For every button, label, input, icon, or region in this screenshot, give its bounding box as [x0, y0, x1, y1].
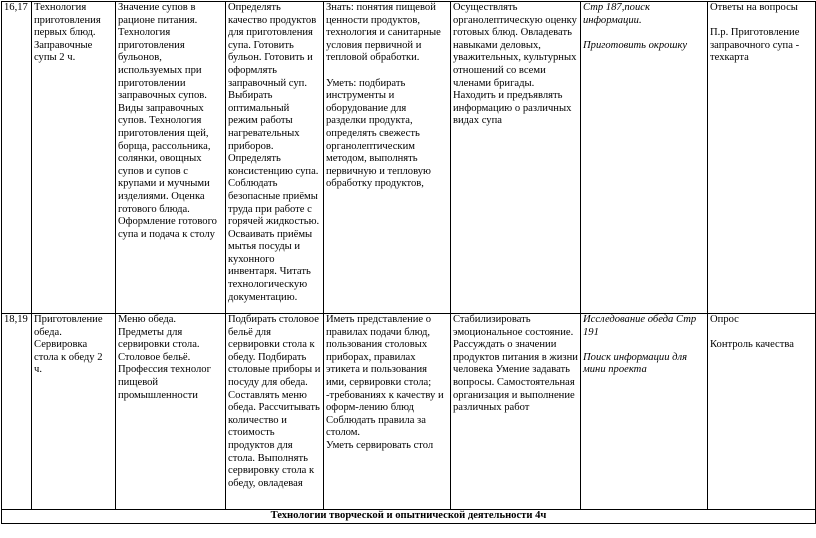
homework [581, 2, 708, 314]
table-row [2, 314, 816, 510]
homework-main: Стр 187,поиск информации. [583, 2, 650, 26]
personal-results: Осуществлять органолептическую оценку готовых блюд. Овладевать навыками деловых, уважительных, культурных отношений со всеми членами бригады. Находить и предъявлять информацию о различных видах супа [451, 2, 581, 314]
lesson-number: 16,17 [2, 2, 32, 314]
student-activities: Определять качество продуктов для приготовления супа. Готовить бульон. Готовить и оформлять заправочный суп. Выбирать оптимальный режим работы нагревательных приборов. Определять консистенцию супа. Соблюдать безопасные приёмы труда при работе с горячей жидкостью. Осваивать приёмы мытья посуды и кухонного инвентаря. Читать технологическую документацию. [226, 2, 324, 314]
section-row [2, 510, 816, 524]
control-form-a: Ответы на вопросы [710, 2, 798, 13]
control-form [708, 314, 816, 510]
lesson-content: Значение супов в рационе питания. Технология приготовления бульонов, используемых при приготовлении заправочных супов. Виды заправочных супов. Технология приготовления щей, борща, рассольника, солянки, овощных супов и супов с крупами и мучными изделиями. Оценка готового блюда. Оформление готового супа и подача к столу [116, 2, 226, 314]
homework-extra: Поиск информации для мини проекта [583, 351, 688, 376]
subject-results-know: Знать: понятия пищевой ценности продуктов, технология и санитарные условия первичной и тепловой обработки. [326, 2, 441, 64]
control-form-a: Опрос [710, 314, 739, 325]
subject-results [324, 314, 451, 510]
control-form-b: Контроль качества [710, 339, 794, 351]
lesson-topic: Приготовление обеда. Сервировка стола к обеду 2 ч. [32, 314, 116, 510]
lesson-number: 18,19 [2, 314, 32, 510]
subject-results [324, 2, 451, 314]
student-activities: Подбирать столовое бельё для сервировки стола к обеду. Подбирать столовые приборы и посуду для обеда. Составлять меню обеда. Рассчитывать количество и стоимость продуктов для стола. Выполнять сервировку стола к обеду, овладевая [226, 314, 324, 510]
homework-main: Исследование обеда Стр 191 [583, 314, 697, 338]
control-form [708, 2, 816, 314]
homework-extra: Приготовить окрошку [583, 39, 688, 51]
subject-results-skills: Уметь: подбирать инструменты и оборудование для разделки продукта, определять свежесть органолептическим методом, выполнять первичную и тепловую обработку продуктов, [326, 77, 431, 190]
lesson-topic: Технология приготовления первых блюд. Заправочные супы 2 ч. [32, 2, 116, 314]
personal-results: Стабилизировать эмоциональное состояние. Рассуждать о значении продуктов питания в жизни человека Умение задавать вопросы. Самостоятельная организация и выполнение различных работ [451, 314, 581, 510]
subject-results-know: Иметь представление о правилах подачи блюд, пользования столовых приборах, правилах этикета и пользования ими, сервировки стола; -требованиях к качеству и оформ-лению блюд Соблюдать правила за столом. [326, 314, 444, 439]
homework [581, 314, 708, 510]
table-row [2, 2, 816, 314]
subject-results-skills: Уметь сервировать стол [326, 439, 434, 451]
section-title: Технологии творческой и опытнической деятельности 4ч [2, 510, 816, 524]
lesson-plan-table [1, 1, 816, 524]
lesson-content: Меню обеда. Предметы для сервировки стола. Столовое бельё. Профессия технолог пищевой промышленности [116, 314, 226, 510]
control-form-b: П.р. Приготовление заправочного супа - техкарта [710, 27, 800, 64]
